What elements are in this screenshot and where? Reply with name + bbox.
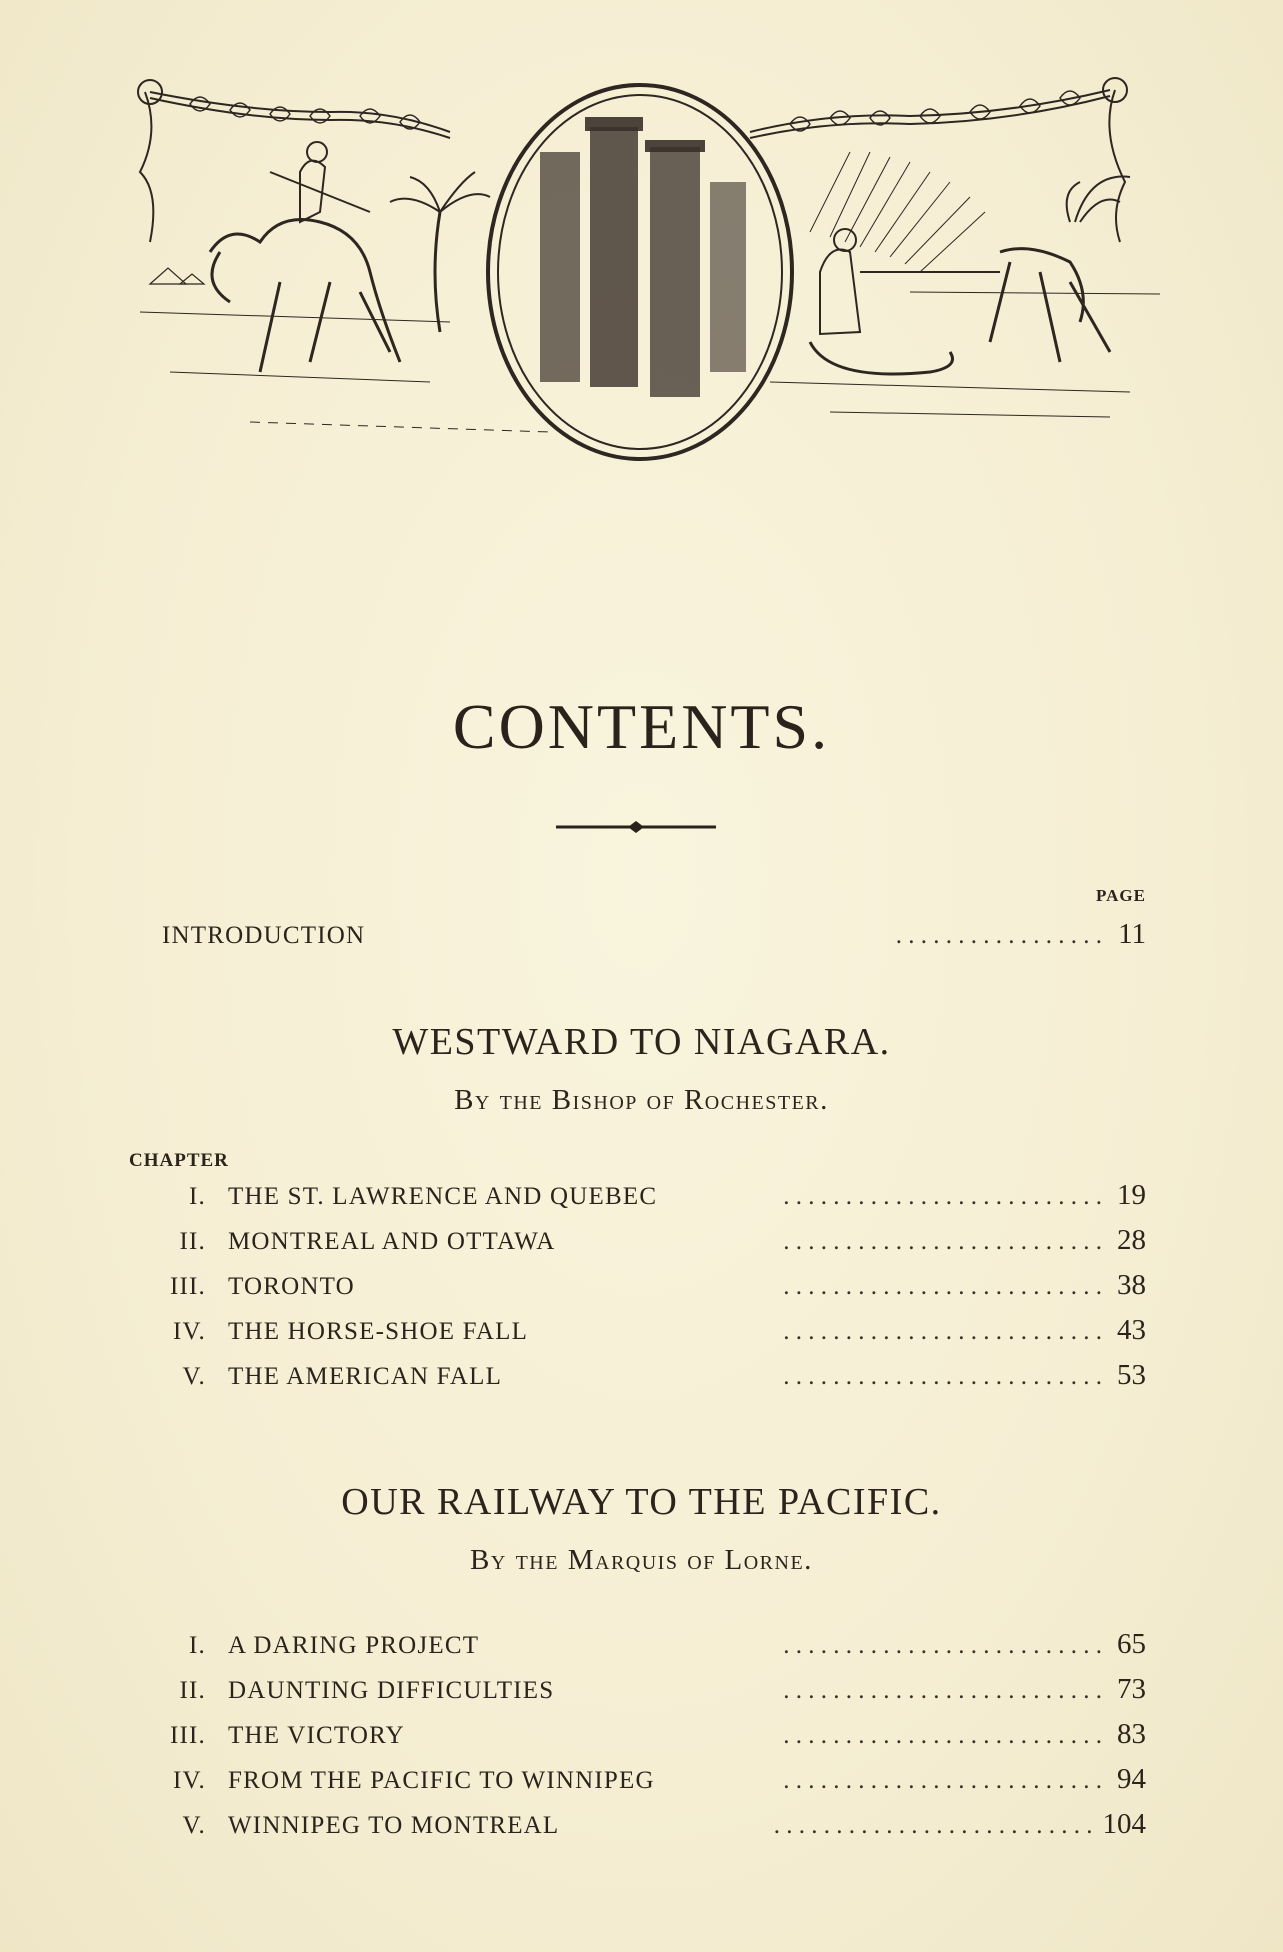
chapter-number: II. bbox=[179, 1677, 206, 1704]
dot-leader: . . . . . . . . . . . . . . . . . . . . . . . . . . bbox=[783, 1632, 1102, 1659]
chapter-page: 94 bbox=[1117, 1763, 1146, 1795]
toc-entry bbox=[150, 1269, 1146, 1314]
chapter-title: THE AMERICAN FALL bbox=[228, 1363, 503, 1390]
chapter-page: 65 bbox=[1117, 1628, 1146, 1660]
section-byline-westward: By the Bishop of Rochester. bbox=[454, 1084, 829, 1116]
dot-leader: . . . . . . . . . . . . . . . . . . . . . . . . . . bbox=[783, 1318, 1102, 1345]
chapter-number: II. bbox=[179, 1228, 206, 1255]
chapter-column-label: CHAPTER bbox=[129, 1150, 229, 1171]
chapter-title: FROM THE PACIFIC TO WINNIPEG bbox=[228, 1767, 655, 1794]
chapter-title: MONTREAL AND OTTAWA bbox=[228, 1228, 556, 1255]
page-column-label: PAGE bbox=[1096, 886, 1146, 905]
chapter-title: THE VICTORY bbox=[228, 1722, 405, 1749]
dot-leader: . . . . . . . . . . . . . . . . . . . . . . . . . . bbox=[773, 1812, 1093, 1839]
toc-entry bbox=[150, 1359, 1146, 1404]
dot-leader: . . . . . . . . . . . . . . . . . bbox=[895, 922, 1102, 949]
chapter-page: 43 bbox=[1117, 1314, 1146, 1346]
dot-leader: . . . . . . . . . . . . . . . . . . . . . . . . . . bbox=[783, 1677, 1102, 1704]
chapter-title: WINNIPEG TO MONTREAL bbox=[228, 1812, 560, 1839]
chapter-number: I. bbox=[189, 1632, 206, 1659]
page-title: CONTENTS. bbox=[452, 691, 831, 762]
toc-entry bbox=[150, 1718, 1146, 1763]
chapter-number: I. bbox=[189, 1183, 206, 1210]
toc-list-railway bbox=[150, 1628, 1146, 1853]
dot-leader: . . . . . . . . . . . . . . . . . . . . . . . . . . bbox=[783, 1363, 1102, 1390]
chapter-number: IV. bbox=[172, 1318, 206, 1345]
toc-entry bbox=[150, 1314, 1146, 1359]
chapter-title: DAUNTING DIFFICULTIES bbox=[228, 1677, 555, 1704]
chapter-page: 19 bbox=[1117, 1179, 1146, 1211]
chapter-number: V. bbox=[182, 1363, 206, 1390]
chapter-page: 53 bbox=[1117, 1359, 1146, 1391]
dot-leader: . . . . . . . . . . . . . . . . . . . . . . . . . . bbox=[783, 1722, 1102, 1749]
toc-list-westward bbox=[150, 1179, 1146, 1404]
introduction-entry bbox=[162, 918, 1146, 951]
chapter-number: III. bbox=[169, 1273, 206, 1300]
toc-entry bbox=[150, 1808, 1146, 1853]
chapter-page: 38 bbox=[1117, 1269, 1146, 1301]
section-byline-railway: By the Marquis of Lorne. bbox=[470, 1544, 813, 1576]
chapter-title: A DARING PROJECT bbox=[228, 1632, 480, 1659]
chapter-number: V. bbox=[182, 1812, 206, 1839]
chapter-number: III. bbox=[169, 1722, 206, 1749]
chapter-title: THE ST. LAWRENCE AND QUEBEC bbox=[228, 1183, 658, 1210]
chapter-page: 73 bbox=[1117, 1673, 1146, 1705]
section-title-railway: OUR RAILWAY TO THE PACIFIC. bbox=[341, 1481, 942, 1523]
toc-entry bbox=[150, 1628, 1146, 1673]
chapter-page: 83 bbox=[1117, 1718, 1146, 1750]
toc-entry bbox=[150, 1179, 1146, 1224]
chapter-title: TORONTO bbox=[228, 1273, 355, 1300]
introduction-label: INTRODUCTION bbox=[162, 922, 366, 949]
dot-leader: . . . . . . . . . . . . . . . . . . . . . . . . . . bbox=[783, 1183, 1102, 1210]
section-title-westward: WESTWARD TO NIAGARA. bbox=[392, 1021, 891, 1063]
toc-entry bbox=[150, 1224, 1146, 1269]
toc-entry bbox=[150, 1673, 1146, 1718]
toc-entry bbox=[150, 1763, 1146, 1808]
dot-leader: . . . . . . . . . . . . . . . . . . . . . . . . . . bbox=[783, 1273, 1102, 1300]
chapter-number: IV. bbox=[172, 1767, 206, 1794]
introduction-page: 11 bbox=[1118, 918, 1146, 950]
chapter-page: 104 bbox=[1102, 1808, 1146, 1840]
chapter-title: THE HORSE-SHOE FALL bbox=[228, 1318, 529, 1345]
dot-leader: . . . . . . . . . . . . . . . . . . . . . . . . . . bbox=[783, 1228, 1102, 1255]
title-ornament-rule bbox=[556, 820, 716, 834]
dot-leader: . . . . . . . . . . . . . . . . . . . . . . . . . . bbox=[783, 1767, 1102, 1794]
chapter-page: 28 bbox=[1117, 1224, 1146, 1256]
header-vignette-illustration bbox=[130, 72, 1160, 462]
